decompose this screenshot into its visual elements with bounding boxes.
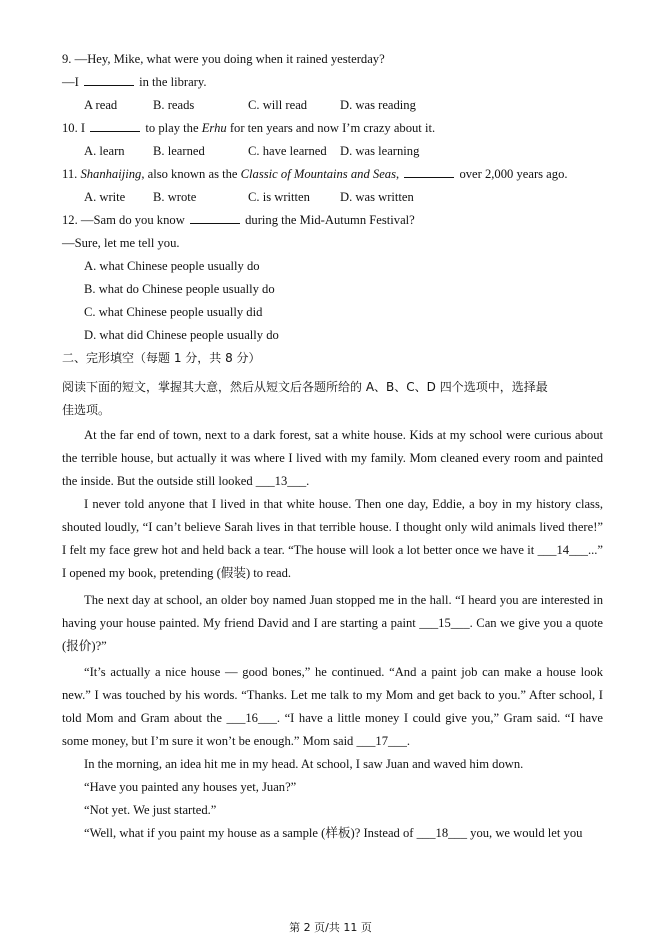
section2-heading: 二、完形填空（每题 1 分，共 8 分） (62, 351, 261, 365)
passage-paragraph-3: The next day at school, an older boy named Juan stopped me in the hall. “I heard you are interested in having your house painted. My friend David and I are starting a paint ___15___. Can we give you a quote (报价)?” (62, 593, 603, 653)
q10-pre: 10. I (62, 121, 86, 135)
page-footer: 第 2 页/共 11 页 (289, 921, 372, 934)
q9-line2-post: in the library. (139, 75, 207, 89)
q9-blank (84, 75, 134, 86)
q9-option-d: D. was reading (340, 98, 416, 112)
q12-option-c: C. what Chinese people usually did (84, 305, 263, 319)
section2-instruction-1: 阅读下面的短文，掌握其大意，然后从短文后各题所给的 A、B、C、D 四个选项中，选择最 (62, 380, 548, 394)
q10-post-b: for ten years and now I’m crazy about it. (226, 121, 436, 135)
q9-line2-pre: —I (62, 75, 79, 89)
q12-option-d: D. what did Chinese people usually do (84, 328, 279, 342)
passage-paragraph-4: “It’s actually a nice house — good bones,” he continued. “And a paint job can make a house look new.” I was touched by his words. “Thanks. Let me talk to my Mom and get back to you.” After school, I told Mom and Gram about the ___16___. “I have a little money I could give you,” Gram said. “I have some money, but I’m sure it won’t be enough.” Mom said ___17___. (62, 665, 603, 748)
q11-option-b: B. wrote (153, 190, 197, 204)
q10-option-c: C. have learned (248, 144, 327, 158)
passage-paragraph-5: In the morning, an idea hit me in my head. At school, I saw Juan and waved him down. (84, 757, 524, 771)
q12-option-b: B. what do Chinese people usually do (84, 282, 275, 296)
q12-stem (62, 212, 415, 228)
q11-italic2: Classic of Mountains and Seas (240, 167, 396, 181)
q12-option-a: A. what Chinese people usually do (84, 259, 260, 273)
q9-line2 (62, 74, 207, 90)
q10-option-b: B. learned (153, 144, 205, 158)
q12-answer-line: —Sure, let me tell you. (62, 236, 180, 250)
q11-option-c: C. is written (248, 190, 310, 204)
q11-option-d: D. was written (340, 190, 414, 204)
passage-paragraph-8: “Well, what if you paint my house as a sample (样板)? Instead of ___18___ you, we would let you (84, 826, 583, 840)
q12-post: during the Mid-Autumn Festival? (245, 213, 415, 227)
passage-paragraph-7: “Not yet. We just started.” (84, 803, 217, 817)
q9-stem: 9. —Hey, Mike, what were you doing when it rained yesterday? (62, 52, 385, 66)
q9-option-c: C. will read (248, 98, 308, 112)
q11-num: 11. (62, 167, 81, 181)
passage-paragraph-6: “Have you painted any houses yet, Juan?” (84, 780, 297, 794)
q9-option-b: B. reads (153, 98, 195, 112)
passage-paragraph-2: I never told anyone that I lived in that white house. Then one day, Eddie, a boy in my history class, shouted loudly, “I can’t believe Sarah lives in that terrible house. I thought only wild animals lived there!” I felt my face grew hot and held back a tear. “The house will look a lot better once we have it ___14___...” I opened my book, pretending (假装) to read. (62, 497, 603, 580)
q10-stem (62, 120, 435, 136)
section2-instruction-2: 佳选项。 (62, 403, 111, 417)
q11-option-a: A. write (84, 190, 126, 204)
q10-blank (90, 121, 140, 132)
q11-mid: , also known as the (141, 167, 241, 181)
q11-stem (62, 166, 568, 182)
q10-italic: Erhu (201, 121, 227, 135)
q12-blank (190, 213, 240, 224)
passage-paragraph-1: At the far end of town, next to a dark forest, sat a white house. Kids at my school were curious about the terrible house, but actually it was where I lived with my family. Mom cleaned every room and painted the inside. But the outside still looked ___13___. (62, 428, 603, 488)
q9-option-a: A read (84, 98, 118, 112)
q11-italic1: Shanhaijing (80, 167, 142, 181)
q10-option-d: D. was learning (340, 144, 420, 158)
q10-option-a: A. learn (84, 144, 125, 158)
q11-comma: , (395, 167, 400, 181)
q11-blank (404, 167, 454, 178)
q11-post: over 2,000 years ago. (459, 167, 568, 181)
q10-post-a: to play the (145, 121, 202, 135)
q12-pre: 12. —Sam do you know (62, 213, 185, 227)
